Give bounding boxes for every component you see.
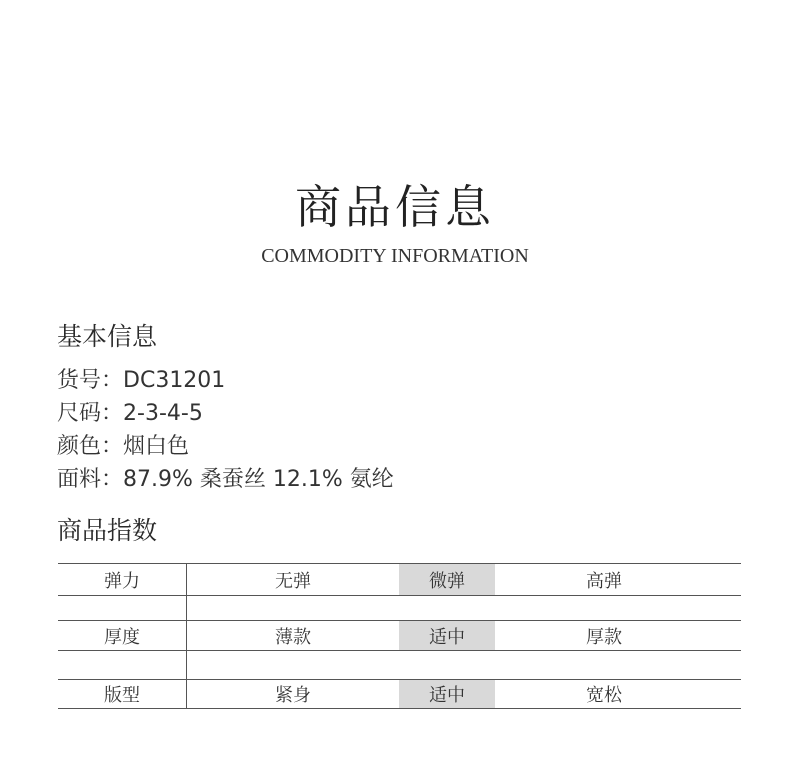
info-label: 颜色： bbox=[57, 434, 124, 459]
basic-info-heading: 基本信息 bbox=[57, 322, 158, 351]
info-row-item-number bbox=[57, 366, 225, 396]
page-title-en: COMMODITY INFORMATION bbox=[261, 245, 529, 267]
info-value: 2-3-4-5 bbox=[123, 401, 203, 426]
product-index-heading: 商品指数 bbox=[57, 516, 158, 545]
info-label: 面料： bbox=[57, 467, 124, 492]
info-value: 87.9% 桑蚕丝 12.1% 氨纶 bbox=[123, 467, 394, 492]
index-option: 薄款 bbox=[275, 626, 311, 648]
index-option: 无弹 bbox=[275, 570, 311, 592]
product-index-table bbox=[58, 563, 741, 709]
index-option: 高弹 bbox=[586, 570, 622, 592]
index-option-selected: 微弹 bbox=[399, 564, 495, 595]
index-row-name-thickness: 厚度 bbox=[104, 626, 140, 648]
index-row-name-elasticity: 弹力 bbox=[104, 570, 140, 592]
index-option: 宽松 bbox=[586, 685, 622, 706]
index-option: 紧身 bbox=[275, 685, 311, 706]
info-value: 烟白色 bbox=[123, 434, 190, 459]
info-label: 货号： bbox=[57, 368, 124, 393]
page-title-cn: 商品信息 bbox=[295, 180, 495, 234]
info-row-color bbox=[57, 432, 189, 462]
table-rule bbox=[58, 650, 741, 651]
info-row-fabric bbox=[57, 465, 394, 495]
info-value: DC31201 bbox=[123, 368, 226, 393]
table-rule bbox=[58, 708, 741, 709]
index-option-selected: 适中 bbox=[399, 680, 495, 708]
info-label: 尺码： bbox=[57, 401, 124, 426]
table-rule bbox=[58, 595, 741, 596]
index-row-name-fit: 版型 bbox=[104, 685, 140, 706]
index-option-selected: 适中 bbox=[399, 621, 495, 650]
info-row-size bbox=[57, 399, 203, 429]
index-option: 厚款 bbox=[586, 626, 622, 648]
